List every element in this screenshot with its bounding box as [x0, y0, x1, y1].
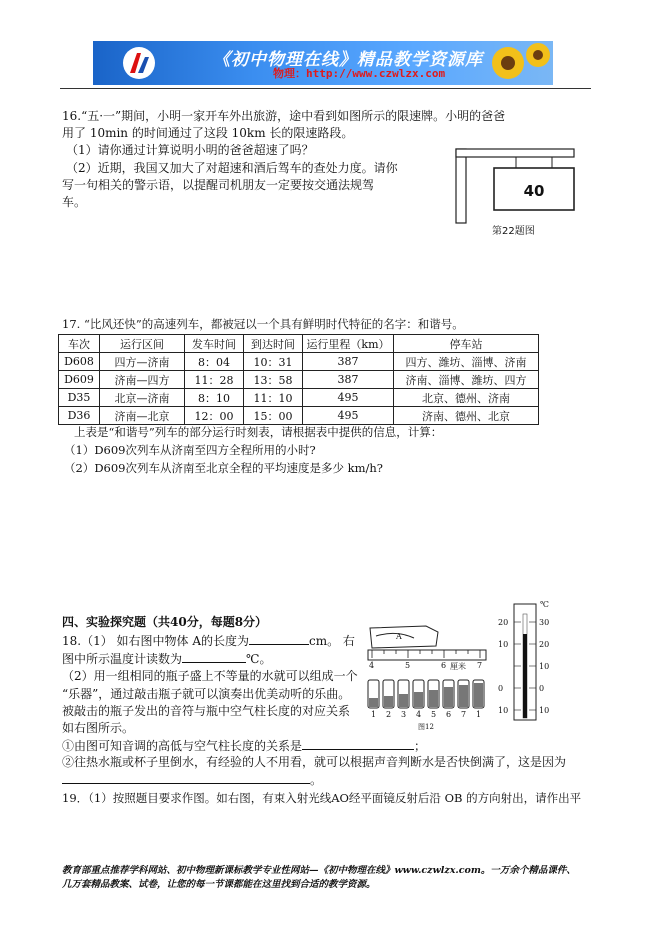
- q17-part1: （1）D609次列车从济南至四方全程所用的小时?: [64, 443, 316, 457]
- answer-blank-length: [249, 632, 309, 645]
- table-row: [59, 389, 539, 407]
- table-cell: D36: [59, 407, 100, 425]
- table-cell: 四方、潍坊、淄博、济南: [394, 353, 539, 371]
- table-row: [59, 371, 539, 389]
- thermometer-right-label: 10: [539, 662, 550, 671]
- footer-line2: 几万套精品教案、试卷，让您的每一节课都能在这里找到合适的教学资源。: [62, 879, 376, 890]
- bottle-number: 3: [401, 710, 407, 719]
- q16-part2c: 车。: [62, 195, 87, 209]
- ruler-object-label: A: [396, 632, 402, 641]
- train-schedule-table: [58, 334, 539, 425]
- table-cell: 495: [303, 389, 394, 407]
- table-cell: 北京—济南: [100, 389, 185, 407]
- bottle-number: 2: [386, 710, 392, 719]
- q18-line1-unit: cm。 右: [309, 634, 355, 648]
- thermometer-left-label: 0: [498, 684, 504, 693]
- table-cell: 济南—北京: [100, 407, 185, 425]
- q18-line7: [62, 737, 426, 754]
- thermometer-right-label: 30: [539, 618, 550, 627]
- header-rule: [60, 88, 591, 89]
- q16-part1: （1）请你通过计算说明小明的爸爸超速了吗？: [66, 143, 314, 157]
- bottle-number: 5: [431, 710, 437, 719]
- ruler-figure: [366, 622, 490, 670]
- answer-blank-reason: [62, 771, 310, 784]
- header-banner: [93, 41, 553, 85]
- bottle-number: 7: [461, 710, 467, 719]
- table-cell: 12：00: [185, 407, 244, 425]
- q18-line7-end: ；: [414, 739, 427, 753]
- q18-line1-text: 18.（1） 如右图中物体 A的长度为: [62, 634, 250, 648]
- thermometer-right-label: 0: [539, 684, 545, 693]
- q18-line2: [62, 650, 271, 667]
- thermometer-left-label: 10: [498, 640, 509, 649]
- q18-line9: [62, 771, 322, 788]
- q17-intro: 17. “比风还快”的高速列车，都被冠以一个具有鲜明时代特征的名字：和谐号。: [62, 317, 464, 331]
- table-cell: 13：58: [244, 371, 303, 389]
- table-cell: 北京、德州、济南: [394, 389, 539, 407]
- logo-icon: [121, 45, 157, 81]
- q17-part2: （2）D609次列车从济南至北京全程的平均速度是多少 km/h?: [64, 461, 383, 475]
- table-cell: 495: [303, 407, 394, 425]
- q18-line1: [62, 632, 355, 649]
- table-header-cell: 运行里程（km）: [303, 335, 394, 353]
- table-cell: 10：31: [244, 353, 303, 371]
- bottles-caption: 图12: [418, 723, 434, 731]
- answer-blank-relation: [302, 737, 414, 750]
- speed-limit-figure: [436, 146, 576, 238]
- thermometer-right-label: 20: [539, 640, 550, 649]
- ruler-tick-label: 6: [441, 661, 447, 670]
- table-header-cell: 运行区间: [100, 335, 185, 353]
- thermometer-unit: ℃: [540, 600, 549, 609]
- ruler-tick-label: 4: [369, 661, 375, 670]
- table-row: [59, 407, 539, 425]
- thermometer-right-label: 10: [539, 706, 550, 715]
- table-header-row: [59, 335, 539, 353]
- ruler-end-label: 7: [477, 661, 483, 670]
- banner-url: 物理：http://www.czwlzx.com: [273, 67, 446, 80]
- section4-title: 四、实验探究题（共40分，每题8分）: [62, 615, 268, 629]
- thermometer-left-label: 10: [498, 706, 509, 715]
- q16-part2b: 写一句相关的警示语，以提醒司机朋友一定要按交通法规驾: [62, 178, 375, 192]
- banner-title: 《初中物理在线》精品教学资源库: [213, 50, 483, 70]
- bottles-drawing: [366, 674, 490, 714]
- q16-line2: 用了 10min 的时间通过了这段 10km 长的限速路段。: [62, 126, 354, 140]
- ruler-drawing: [366, 622, 490, 670]
- table-cell: 8：10: [185, 389, 244, 407]
- table-cell: 15：00: [244, 407, 303, 425]
- q16-part2a: （2）近期，我国又加大了对超速和酒后驾车的查处力度。请你: [66, 161, 398, 175]
- q18-line6: 如右图所示。: [62, 721, 135, 735]
- bottle-number: 1: [476, 710, 482, 719]
- table-header-cell: 到达时间: [244, 335, 303, 353]
- speed-limit-value: 40: [523, 182, 545, 200]
- table-row: [59, 353, 539, 371]
- figure-caption: 第22题图: [492, 226, 535, 237]
- answer-blank-temp: [182, 650, 246, 663]
- thermometer-left-label: 20: [498, 618, 509, 627]
- q18-line8: ②往热水瓶或杯子里倒水，有经验的人不用看，就可以根据声音判断水是否快倒满了，这是因为: [62, 755, 567, 769]
- table-cell: D35: [59, 389, 100, 407]
- table-header-cell: 车次: [59, 335, 100, 353]
- bottle-number: 1: [371, 710, 377, 719]
- q18-line2-unit: ℃。: [246, 652, 272, 666]
- q18-line2-text: 图中所示温度计读数为: [62, 652, 183, 666]
- ruler-unit: 厘米: [450, 662, 466, 671]
- bottle-number: 4: [416, 710, 422, 719]
- q18-line7-text: ①由图可知音调的高低与空气柱长度的关系是: [62, 739, 303, 753]
- q17-after: 上表是“和谐号”列车的部分运行时刻表，请根据表中提供的信息，计算：: [74, 425, 443, 439]
- ruler-tick-label: 5: [405, 661, 411, 670]
- bottles-figure: [366, 674, 490, 732]
- q16-line1: 16.“五·一”期间，小明一家开车外出旅游，途中看到如图所示的限速牌。小明的爸爸: [62, 109, 506, 123]
- q18-line3: （2）用一组相同的瓶子盛上不等量的水就可以组成一个: [62, 669, 358, 683]
- q19-line1: 19．（1）按照题目要求作图。如右图，有束入射光线AO经平面镜反射后沿 OB 的方向射出，请作出平: [62, 791, 582, 805]
- table-cell: 11：28: [185, 371, 244, 389]
- bottle-number: 6: [446, 710, 452, 719]
- footer-line1: 教育部重点推荐学科网站、初中物理新课标教学专业性网站—《初中物理在线》www.czwlzx.com。一万余个精品课件、: [62, 865, 576, 876]
- sunflower-icon: [478, 41, 553, 85]
- table-cell: D609: [59, 371, 100, 389]
- table-cell: 济南—四方: [100, 371, 185, 389]
- table-cell: 11：10: [244, 389, 303, 407]
- q18-line5: 被敲击的瓶子发出的音符与瓶中空气柱长度的对应关系: [62, 704, 351, 718]
- q18-line9-end: 。: [310, 773, 323, 787]
- table-cell: 8：04: [185, 353, 244, 371]
- table-header-cell: 发车时间: [185, 335, 244, 353]
- q18-line4: “乐器”，通过敲击瓶子就可以演奏出优美动听的乐曲。: [62, 687, 351, 701]
- table-cell: 387: [303, 371, 394, 389]
- table-cell: 济南、淄博、潍坊、四方: [394, 371, 539, 389]
- table-cell: 387: [303, 353, 394, 371]
- table-header-cell: 停车站: [394, 335, 539, 353]
- table-cell: 四方—济南: [100, 353, 185, 371]
- thermometer-figure: [496, 600, 556, 724]
- table-cell: D608: [59, 353, 100, 371]
- table-cell: 济南、德州、北京: [394, 407, 539, 425]
